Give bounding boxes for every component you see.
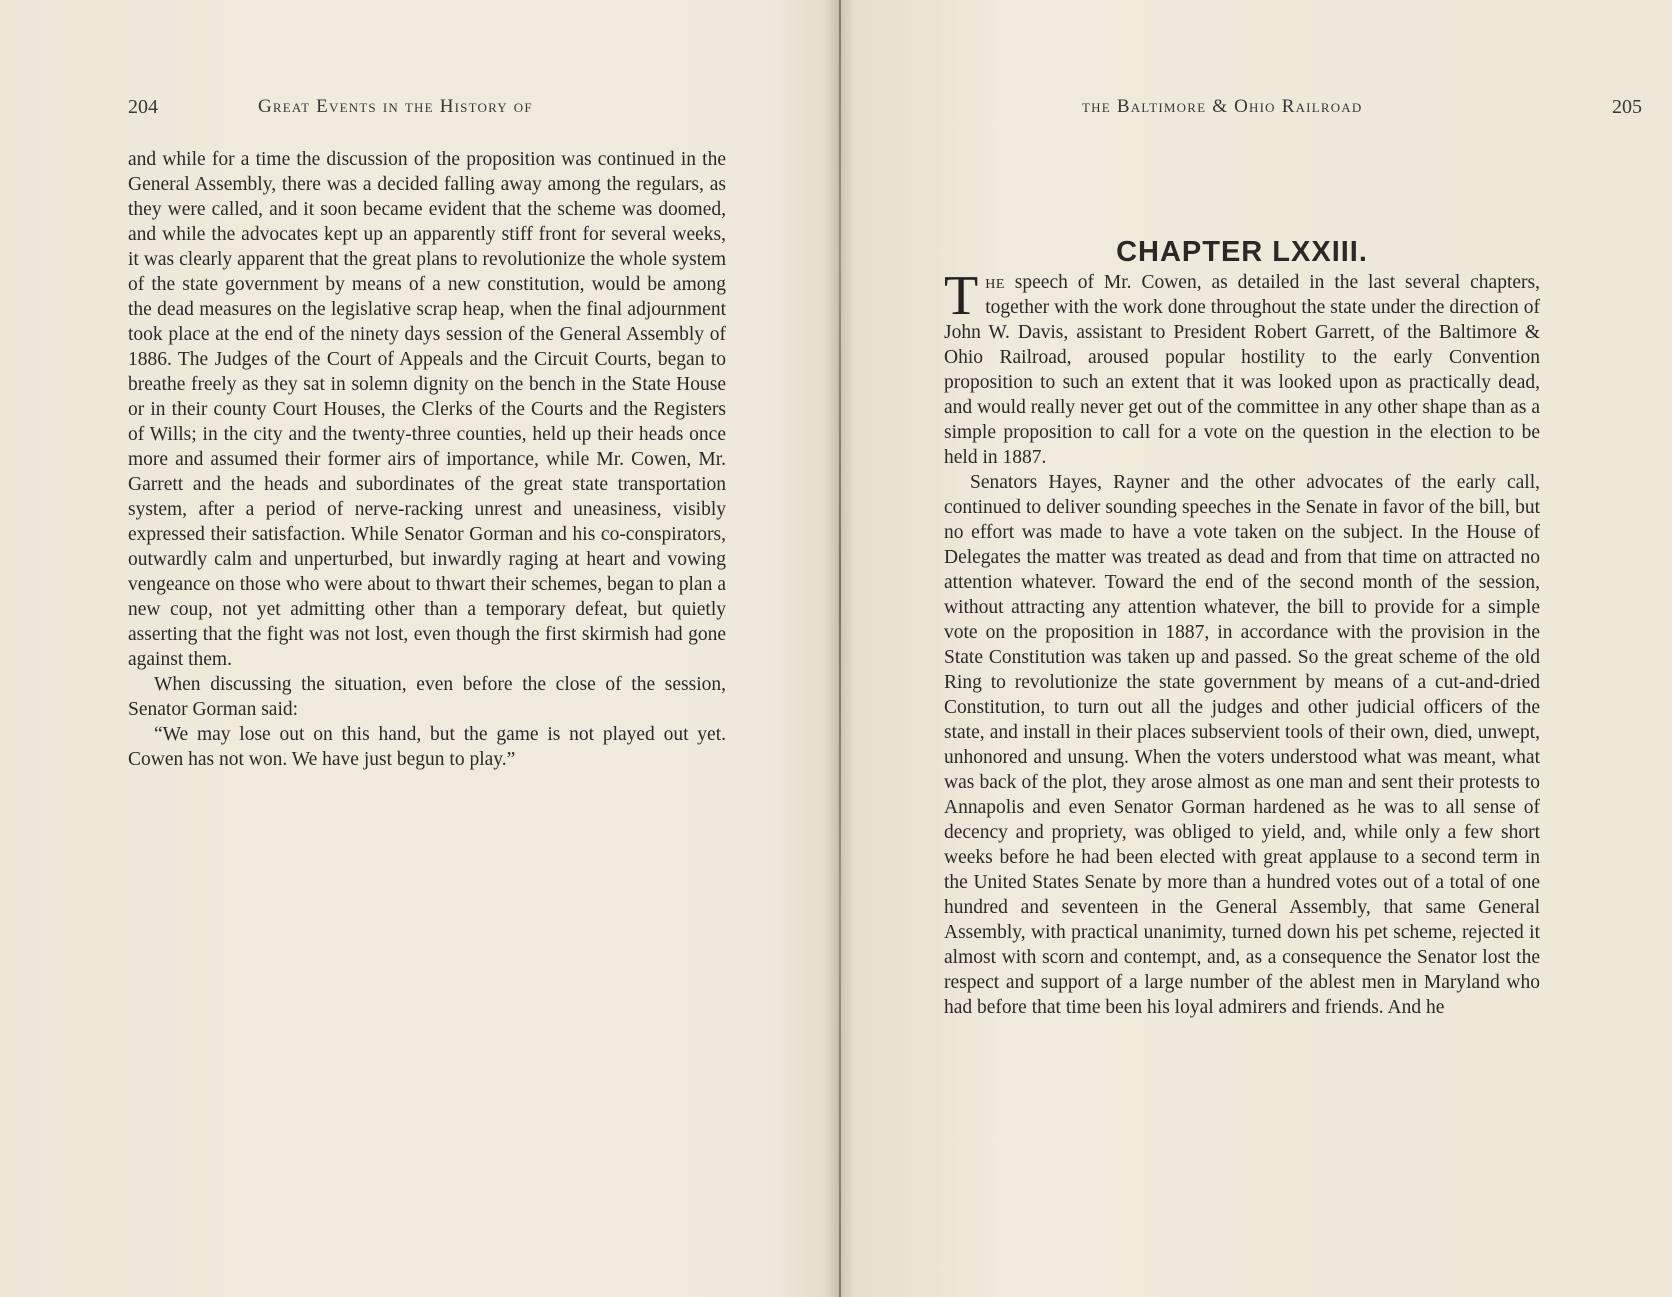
right-page-number: 205: [1612, 96, 1642, 118]
left-paragraph-2: When discussing the situation, even before the close of the session, Senator Gorman said:: [128, 674, 726, 720]
right-paragraph-2: Senators Hayes, Rayner and the other advocates of the early call, continued to deliver sounding speeches in the Senate in favor of the bill, but no effort was made to have a vote taken on the subject. In the House of Delegates the matter was treated as dead and from that time on attracted no attention whatever. Toward the end of the second month of the session, without attracting any attention whatever, the bill to provide for a simple vote on the proposition in 1887, in accordance with the provision in the State Constitution was taken up and passed. So the great scheme of the old Ring to revolutionize the state government by means of a cut-and-dried Constitution, to turn out all the judges and other judicial officers of the state, and install in their places subservient tools of their own, died, unwept, unhonored and unsung. When the voters understood what was meant, what was back of the plot, they arose almost as one man and sent their protests to Annapolis and even Senator Gorman hardened as he was to all sense of decency and propriety, was obliged to yield, and, while only a few short weeks before he had been elected with great applause to a second term in the United States Senate by more than a hundred votes out of a total of one hundred and seventeen in the General Assembly, that same General Assembly, with practical unanimity, turned down his pet scheme, rejected it almost with scorn and contempt, and, as a consequence the Senator lost the respect and support of a large number of the ablest men in Maryland who had before that time been his loyal admirers and friends. And he: [944, 472, 1540, 1018]
left-running-head: [128, 96, 728, 126]
right-paragraph-1: [944, 265, 1540, 470]
right-page-body: [944, 265, 1540, 1020]
right-page: [842, 0, 1672, 1297]
book-gutter: [839, 0, 841, 1297]
left-quote-paragraph: “We may lose out on this hand, but the game is not played out yet. Cowen has not won. We have just begun to play.”: [128, 724, 726, 770]
right-running-title: the Baltimore & Ohio Railroad: [1082, 96, 1363, 117]
left-page-number: 204: [128, 96, 158, 118]
opening-word: he: [985, 272, 1005, 293]
left-running-title: Great Events in the History of: [258, 96, 533, 117]
left-page-body: [128, 147, 726, 772]
left-paragraph-1: and while for a time the discussion of the proposition was continued in the General Assembly, there was a decided falling away among the regulars, as they were called, and it soon became evident that the scheme was doomed, and while the advocates kept up an apparently stiff front for several weeks, it was clearly apparent that the great plans to revolutionize the whole system of the state government by means of a new constitution, would be among the dead measures on the legislative scrap heap, when the final adjournment took place at the end of the ninety days session of the General Assembly of 1886. The Judges of the Court of Appeals and the Circuit Courts, began to breathe freely as they sat in solemn dignity on the bench in the State House or in their county Court Houses, the Clerks of the Courts and the Registers of Wills; in the city and the twenty-three counties, held up their heads once more and assumed their former airs of importance, while Mr. Cowen, Mr. Garrett and the heads and subordinates of the great state transportation system, after a period of nerve-racking unrest and uneasiness, visibly expressed their satisfaction. While Senator Gorman and his co-conspirators, outwardly calm and unperturbed, but inwardly raging at heart and vowing vengeance on those who were about to thwart their schemes, began to plan a new coup, not yet admitting other than a temporary defeat, but quietly asserting that the fight was not lost, even though the first skirmish had gone against them.: [128, 149, 726, 670]
chapter-title: CHAPTER LXXIII.: [1116, 236, 1368, 269]
drop-cap: T: [944, 265, 979, 327]
right-paragraph-1-text: speech of Mr. Cowen, as detailed in the last several chapters, together with the work done throughout the state under the direction of John W. Davis, assistant to President Robert Garrett, of the Baltimore & Ohio Railroad, aroused popular hostility to the early Convention proposition to such an extent that it was looked upon as practically dead, and would really never get out of the committee in any other shape than as a simple proposition to call for a vote on the question in the election to be held in 1887.: [944, 272, 1540, 468]
right-running-head: [1082, 96, 1642, 126]
